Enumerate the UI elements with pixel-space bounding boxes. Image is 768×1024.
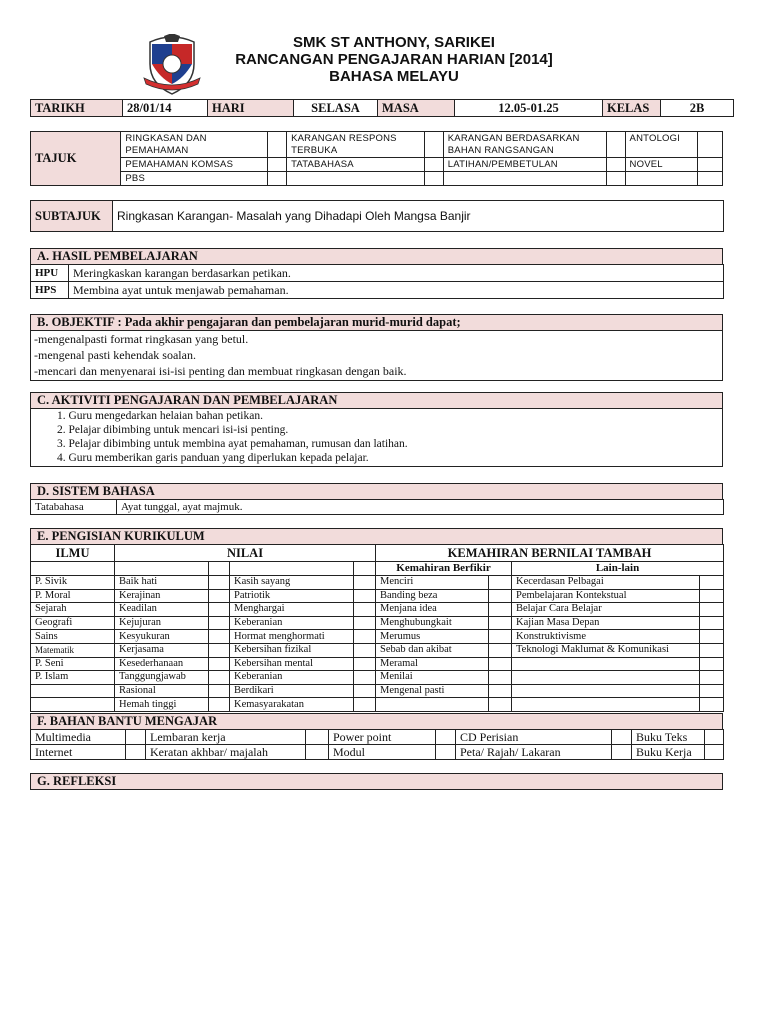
nilai-checkbox xyxy=(209,698,230,712)
masa-value: 12.05-01.25 xyxy=(455,100,603,117)
nilai-item: Kerajinan xyxy=(115,589,209,603)
nilai-item: Kesyukuran xyxy=(115,630,209,644)
hpu-label: HPU xyxy=(31,265,69,282)
tajuk-checkbox xyxy=(424,158,443,172)
berfikir-item: Sebab dan akibat xyxy=(376,643,489,657)
lain-checkbox xyxy=(700,643,724,657)
section-a-table xyxy=(30,264,724,299)
bahan-item: Keratan akhbar/ majalah xyxy=(146,745,306,760)
berfikir-checkbox xyxy=(489,576,512,590)
nilai-checkbox xyxy=(209,671,230,685)
berfikir-item: Menciri xyxy=(376,576,489,590)
ilmu-item: Matematik xyxy=(31,643,115,657)
berfikir-item: Menilai xyxy=(376,671,489,685)
activity-item: 1. Guru mengedarkan helaian bahan petikan. xyxy=(57,410,263,422)
tajuk-checkbox xyxy=(268,158,287,172)
tarikh-label: TARIKH xyxy=(31,100,123,117)
ilmu-item: Geografi xyxy=(31,616,115,630)
hari-label: HARI xyxy=(208,100,294,117)
nilai-header: NILAI xyxy=(115,545,376,562)
section-d-title: D. SISTEM BAHASA xyxy=(30,483,723,500)
berfikir-checkbox xyxy=(489,657,512,671)
bahan-checkbox xyxy=(705,730,724,745)
objective-item: -mengenalpasti format ringkasan yang betul. xyxy=(34,332,249,346)
nilai-item: Hormat menghormati xyxy=(230,630,354,644)
nilai-checkbox xyxy=(354,684,376,698)
school-name: SMK ST ANTHONY, SARIKEI xyxy=(293,34,495,51)
bahan-checkbox xyxy=(306,730,329,745)
bahan-item: Internet xyxy=(31,745,126,760)
subject-title: BAHASA MELAYU xyxy=(329,68,459,85)
lain-header: Lain-lain xyxy=(512,562,724,576)
bahan-item: Modul xyxy=(329,745,436,760)
section-g-title: G. REFLEKSI xyxy=(30,773,723,790)
hps-label: HPS xyxy=(31,282,69,299)
lain-checkbox xyxy=(700,684,724,698)
berfikir-header: Kemahiran Berfikir xyxy=(376,562,512,576)
kelas-value: 2B xyxy=(661,100,734,117)
lain-checkbox xyxy=(700,616,724,630)
lain-item xyxy=(512,684,700,698)
subtajuk-table xyxy=(30,200,724,232)
berfikir-checkbox xyxy=(489,684,512,698)
tajuk-checkbox xyxy=(268,132,287,158)
lain-item: Teknologi Maklumat & Komunikasi xyxy=(512,643,700,657)
section-a-title: A. HASIL PEMBELAJARAN xyxy=(30,248,723,265)
nilai-checkbox xyxy=(209,616,230,630)
bahan-checkbox xyxy=(126,745,146,760)
tajuk-option: ANTOLOGI xyxy=(625,132,697,158)
nilai-checkbox xyxy=(209,576,230,590)
bahan-checkbox xyxy=(126,730,146,745)
masa-label: MASA xyxy=(378,100,455,117)
info-table xyxy=(30,99,734,117)
lain-item: Pembelajaran Kontekstual xyxy=(512,589,700,603)
bahan-checkbox xyxy=(436,745,456,760)
nilai-checkbox xyxy=(354,657,376,671)
bahan-item: Buku Teks xyxy=(632,730,705,745)
bahan-item: Peta/ Rajah/ Lakaran xyxy=(456,745,612,760)
section-e-title: E. PENGISIAN KURIKULUM xyxy=(30,528,723,545)
tajuk-option: TATABAHASA xyxy=(287,158,425,172)
tajuk-option: LATIHAN/PEMBETULAN xyxy=(443,158,607,172)
nilai-checkbox xyxy=(209,684,230,698)
nilai-item: Berdikari xyxy=(230,684,354,698)
berfikir-item: Menjana idea xyxy=(376,603,489,617)
tajuk-label: TAJUK xyxy=(31,132,121,186)
lain-item xyxy=(512,698,700,712)
lain-item xyxy=(512,671,700,685)
tatabahasa-value: Ayat tunggal, ayat majmuk. xyxy=(117,500,724,515)
plan-title: RANCANGAN PENGAJARAN HARIAN [2014] xyxy=(235,51,553,68)
nilai-item: Kebersihan fizikal xyxy=(230,643,354,657)
nilai-checkbox xyxy=(354,643,376,657)
berfikir-checkbox xyxy=(489,671,512,685)
ilmu-item: Sains xyxy=(31,630,115,644)
lain-item: Kajian Masa Depan xyxy=(512,616,700,630)
lain-checkbox xyxy=(700,576,724,590)
kbt-header: KEMAHIRAN BERNILAI TAMBAH xyxy=(376,545,724,562)
nilai-item: Rasional xyxy=(115,684,209,698)
lain-checkbox xyxy=(700,589,724,603)
bahan-item: Power point xyxy=(329,730,436,745)
lain-item xyxy=(512,657,700,671)
ilmu-item: P. Sivik xyxy=(31,576,115,590)
lain-checkbox xyxy=(700,630,724,644)
tajuk-checkbox xyxy=(607,132,625,158)
subtajuk-value: Ringkasan Karangan- Masalah yang Dihadapi Oleh Mangsa Banjir xyxy=(113,201,724,232)
lain-item: Kecerdasan Pelbagai xyxy=(512,576,700,590)
tajuk-option: KARANGAN BERDASARKAN BAHAN RANGSANGAN xyxy=(443,132,607,158)
nilai-checkbox xyxy=(354,576,376,590)
berfikir-item: Merumus xyxy=(376,630,489,644)
nilai-item: Patriotik xyxy=(230,589,354,603)
lain-checkbox xyxy=(700,698,724,712)
tatabahasa-label: Tatabahasa xyxy=(31,500,117,515)
berfikir-checkbox xyxy=(489,698,512,712)
nilai-item: Kemasyarakatan xyxy=(230,698,354,712)
ilmu-item: P. Islam xyxy=(31,671,115,685)
tajuk-option: NOVEL xyxy=(625,158,697,172)
nilai-checkbox xyxy=(209,603,230,617)
ilmu-item xyxy=(31,684,115,698)
hari-value: SELASA xyxy=(294,100,378,117)
bahan-checkbox xyxy=(306,745,329,760)
ilmu-item: P. Moral xyxy=(31,589,115,603)
lain-item: Belajar Cara Belajar xyxy=(512,603,700,617)
activity-item: 3. Pelajar dibimbing untuk membina ayat pemahaman, rumusan dan latihan. xyxy=(57,438,408,450)
ilmu-item: P. Seni xyxy=(31,657,115,671)
berfikir-checkbox xyxy=(489,630,512,644)
berfikir-checkbox xyxy=(489,643,512,657)
kelas-label: KELAS xyxy=(603,100,661,117)
bahan-item: Buku Kerja xyxy=(632,745,705,760)
bahan-item: Multimedia xyxy=(31,730,126,745)
tajuk-checkbox xyxy=(697,132,722,158)
nilai-checkbox xyxy=(209,657,230,671)
section-c-title: C. AKTIVITI PENGAJARAN DAN PEMBELAJARAN xyxy=(30,392,723,409)
nilai-checkbox xyxy=(354,671,376,685)
objective-item: -mencari dan menyenarai isi-isi penting dan membuat ringkasan dengan baik. xyxy=(34,364,407,378)
nilai-checkbox xyxy=(209,589,230,603)
tajuk-checkbox xyxy=(424,132,443,158)
bahan-checkbox xyxy=(436,730,456,745)
lain-checkbox xyxy=(700,603,724,617)
nilai-checkbox xyxy=(354,698,376,712)
berfikir-checkbox xyxy=(489,589,512,603)
lain-checkbox xyxy=(700,657,724,671)
section-b-title: B. OBJEKTIF : Pada akhir pengajaran dan pembelajaran murid-murid dapat; xyxy=(30,314,723,331)
hps-value: Membina ayat untuk menjawab pemahaman. xyxy=(69,282,724,299)
berfikir-item xyxy=(376,698,489,712)
ilmu-item: Sejarah xyxy=(31,603,115,617)
tajuk-option: KARANGAN RESPONS TERBUKA xyxy=(287,132,425,158)
bahan-checkbox xyxy=(612,730,632,745)
bahan-table xyxy=(30,729,724,760)
berfikir-item: Menghubungkait xyxy=(376,616,489,630)
nilai-item: Menghargai xyxy=(230,603,354,617)
nilai-item: Kasih sayang xyxy=(230,576,354,590)
bahan-checkbox xyxy=(705,745,724,760)
nilai-checkbox xyxy=(209,643,230,657)
tajuk-table xyxy=(30,131,723,186)
tajuk-option: PEMAHAMAN KOMSAS xyxy=(121,158,268,172)
nilai-item: Kerjasama xyxy=(115,643,209,657)
section-c-body xyxy=(30,408,723,467)
nilai-item: Tanggungjawab xyxy=(115,671,209,685)
lain-item: Konstruktivisme xyxy=(512,630,700,644)
nilai-item: Keadilan xyxy=(115,603,209,617)
kurikulum-table xyxy=(30,544,724,712)
subtajuk-label: SUBTAJUK xyxy=(31,201,113,232)
tajuk-option: PBS xyxy=(121,172,268,186)
nilai-item: Hemah tinggi xyxy=(115,698,209,712)
tajuk-checkbox xyxy=(268,172,287,186)
hpu-value: Meringkaskan karangan berdasarkan petikan. xyxy=(69,265,724,282)
berfikir-item: Meramal xyxy=(376,657,489,671)
nilai-item: Kesederhanaan xyxy=(115,657,209,671)
document-header xyxy=(0,34,768,85)
tajuk-checkbox xyxy=(697,158,722,172)
section-d-table xyxy=(30,499,724,515)
tarikh-value: 28/01/14 xyxy=(123,100,208,117)
nilai-item: Keberanian xyxy=(230,671,354,685)
section-f-title: F. BAHAN BANTU MENGAJAR xyxy=(30,713,723,730)
activity-item: 4. Guru memberikan garis panduan yang diperlukan kepada pelajar. xyxy=(57,452,369,464)
berfikir-checkbox xyxy=(489,603,512,617)
nilai-checkbox xyxy=(354,616,376,630)
nilai-item: Keberanian xyxy=(230,616,354,630)
nilai-item: Kejujuran xyxy=(115,616,209,630)
bahan-item: Lembaran kerja xyxy=(146,730,306,745)
nilai-checkbox xyxy=(354,603,376,617)
tajuk-checkbox xyxy=(607,158,625,172)
nilai-item: Kebersihan mental xyxy=(230,657,354,671)
lain-checkbox xyxy=(700,671,724,685)
berfikir-checkbox xyxy=(489,616,512,630)
bahan-checkbox xyxy=(612,745,632,760)
berfikir-item: Banding beza xyxy=(376,589,489,603)
objective-item: -mengenal pasti kehendak soalan. xyxy=(34,348,196,362)
nilai-checkbox xyxy=(209,630,230,644)
nilai-checkbox xyxy=(354,589,376,603)
tajuk-option: RINGKASAN DAN PEMAHAMAN xyxy=(121,132,268,158)
bahan-item: CD Perisian xyxy=(456,730,612,745)
nilai-item: Baik hati xyxy=(115,576,209,590)
ilmu-item xyxy=(31,698,115,712)
nilai-checkbox xyxy=(354,630,376,644)
activity-item: 2. Pelajar dibimbing untuk mencari isi-isi penting. xyxy=(57,424,289,436)
ilmu-header: ILMU xyxy=(31,545,115,562)
section-b-body xyxy=(30,330,723,381)
berfikir-item: Mengenal pasti xyxy=(376,684,489,698)
